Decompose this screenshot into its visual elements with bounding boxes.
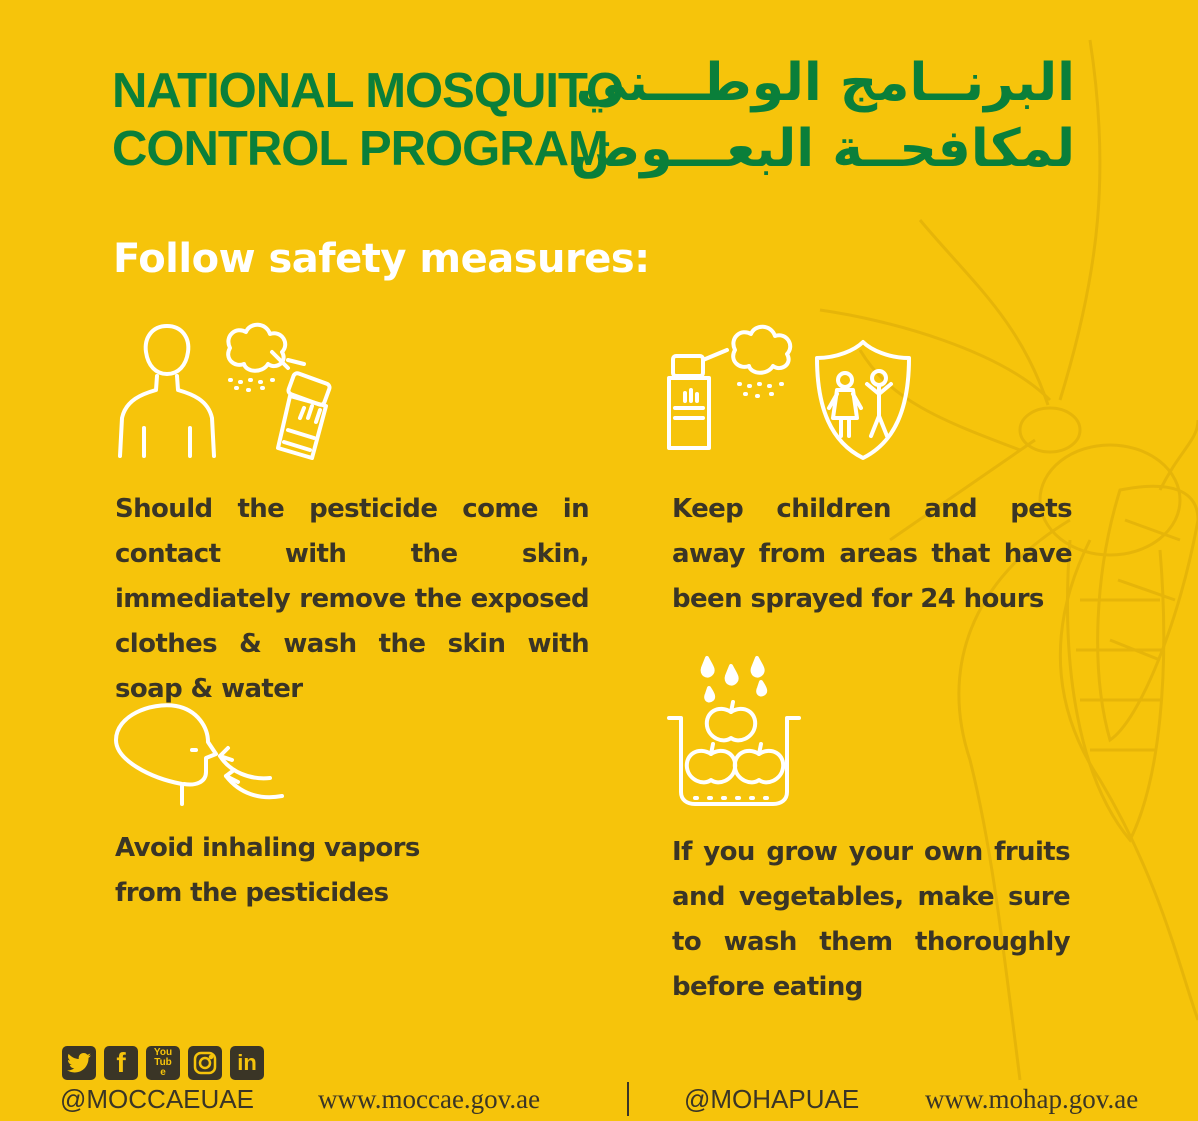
tip-skin-contact: Should the pesticide come in contact with the skin, immediately remove the exposed clothes & wash the skin with soap & water [115,494,589,704]
instagram-icon[interactable] [188,1046,222,1080]
moccae-website-link[interactable]: www.moccae.gov.ae [318,1084,541,1114]
children-shield-icon [665,318,915,463]
social-icons [62,1046,264,1080]
youtube-icon[interactable] [146,1046,180,1080]
program-title-english [112,62,624,178]
skin-spray-icon [112,318,342,463]
mohap-handle[interactable]: @MOHAPUAE [684,1084,860,1114]
program-title-arabic [570,50,1075,182]
facebook-icon[interactable] [104,1046,138,1080]
mohap-website-link[interactable]: www.mohap.gov.ae [925,1084,1139,1114]
title-arabic-line2: لمكافحــة البعـــوض [570,119,1075,179]
facebook-letter: f [116,1047,126,1078]
linkedin-icon[interactable] [230,1046,264,1080]
title-arabic-line1: البرنــامج الوطـــني [575,53,1075,113]
tip-wash-produce: If you grow your own fruits and vegetables, make sure to wash them thoroughly before eating [672,837,1070,1002]
linkedin-letters: in [237,1050,257,1075]
twitter-icon[interactable] [62,1046,96,1080]
title-english-line2: CONTROL PROGRAM [112,122,608,176]
washing-fruits-icon [665,652,805,812]
title-english-line1: NATIONAL MOSQUITO [112,64,624,118]
breathing-icon [110,700,290,810]
youtube-label: You Tube [153,1047,173,1078]
footer-divider [627,1082,629,1116]
tip-keep-children-away: Keep children and pets away from areas that have been sprayed for 24 hours [672,494,1072,614]
moccae-handle[interactable]: @MOCCAEUAE [60,1084,254,1114]
section-heading: Follow safety measures: [113,236,650,282]
tip-avoid-vapors: Avoid inhaling vapors from the pesticides [115,833,420,908]
